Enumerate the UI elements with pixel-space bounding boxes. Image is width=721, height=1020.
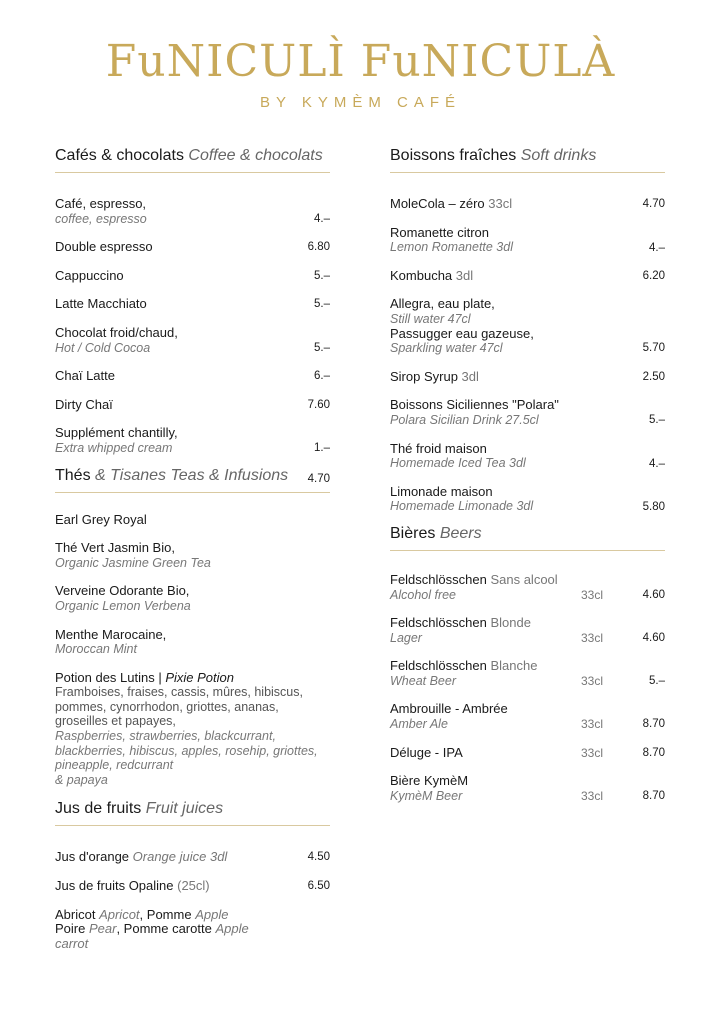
item-sub: Lager <box>390 630 422 645</box>
menu-item-potion <box>55 671 330 788</box>
item-sub: Polara Sicilian Drink 27.5cl <box>390 412 539 427</box>
item-sub: coffee, espresso <box>55 211 147 226</box>
item-price: 8.70 <box>642 718 665 731</box>
item-name-fr: Jus de fruits Opaline <box>55 878 178 894</box>
item-price: 5.– <box>649 414 665 427</box>
item-name <box>390 197 665 212</box>
item-price: 5.– <box>314 341 330 354</box>
item-price: 8.70 <box>642 790 665 803</box>
item-name: Passugger eau gazeuse, <box>390 325 534 341</box>
menu-item <box>55 628 330 657</box>
menu-item <box>55 240 330 255</box>
item-a: Abricot <box>55 906 100 922</box>
menu-item <box>390 297 665 355</box>
item-d-en: Apple <box>215 921 249 937</box>
item-price: 4.70 <box>642 198 665 210</box>
item-b-en: Apple <box>195 906 229 922</box>
menu-item <box>55 269 330 284</box>
item-volume: 3dl <box>461 368 479 384</box>
item-sub: Sparkling water 47cl <box>390 341 503 356</box>
menu-item <box>55 584 330 613</box>
item-sub: Organic Lemon Verbena <box>55 598 191 613</box>
menu-item <box>55 297 330 312</box>
heading-en: Beers <box>439 524 482 542</box>
item-sub: KymèM Beer <box>390 788 463 803</box>
menu-item <box>55 541 330 570</box>
item-name: Dirty Chaï <box>55 396 113 412</box>
item-volume: 3dl <box>455 267 474 283</box>
item-volume: 33cl <box>488 196 513 211</box>
item-name: Limonade maison <box>390 483 493 499</box>
item-price: 5.– <box>314 298 330 311</box>
section-heading-cafes <box>55 146 330 173</box>
item-c-en: Pear <box>88 921 117 937</box>
item-sub: Homemade Iced Tea 3dl <box>390 456 526 471</box>
sep: , <box>116 921 121 937</box>
potion-desc-fr: Framboises, fraises, cassis, mûres, hibiscus, <box>55 685 303 700</box>
menu-item <box>390 226 665 255</box>
item-price: 4.60 <box>642 588 665 601</box>
item-sub: Moroccan Mint <box>55 642 137 657</box>
item-price: 6.– <box>314 370 330 383</box>
menu-item <box>55 850 330 865</box>
potion-desc-fr: pommes, cynorrhodon, griottes, ananas, <box>55 699 279 714</box>
item-price: 4.60 <box>642 632 665 645</box>
item-price: 6.80 <box>307 241 330 254</box>
item-type: Blanche <box>490 658 538 674</box>
item-type: Sans alcool <box>490 571 558 587</box>
item-price: 5.– <box>314 269 330 282</box>
item-name-fr: Kombucha <box>390 267 456 283</box>
menu-item <box>55 426 330 455</box>
item-name <box>390 573 665 588</box>
menu-item <box>390 573 665 602</box>
potion-name-en: Pixie Potion <box>165 669 234 685</box>
item-price: 4.50 <box>307 851 330 864</box>
item-type: Blonde <box>490 615 531 631</box>
item-name-fr: MoleCola – zéro <box>390 196 489 211</box>
section-heading-thes <box>55 466 330 493</box>
item-price: 2.50 <box>642 370 665 383</box>
item-name-fr: Sirop Syrup <box>390 368 462 384</box>
item-b: Pomme <box>146 906 196 922</box>
menu-item <box>55 326 330 355</box>
heading-en: Fruit juices <box>145 800 224 818</box>
item-volume: 33cl <box>580 631 603 646</box>
menu-item <box>390 442 665 471</box>
item-sub: Organic Jasmine Green Tea <box>55 555 211 570</box>
heading-fr: Thés <box>55 466 91 484</box>
menu-item <box>55 398 330 413</box>
item-sub: Alcohol free <box>390 587 457 602</box>
item-price: 7.60 <box>307 398 330 411</box>
potion-name: Potion des Lutins | <box>55 669 166 685</box>
menu-item <box>390 616 665 645</box>
item-line-2 <box>55 922 330 937</box>
menu-item <box>390 746 665 761</box>
item-name-fr: Feldschlösschen <box>390 571 491 587</box>
menu-item <box>55 513 330 528</box>
item-name <box>390 659 665 674</box>
item-volume: (25cl) <box>177 878 210 894</box>
brand-logo-title: FuNICULÌ FuNICULÀ <box>105 36 616 87</box>
item-name: Café, espresso, <box>55 196 147 211</box>
right-column <box>390 146 665 803</box>
item-volume: 33cl <box>580 717 603 732</box>
item-price: 1.– <box>314 442 330 455</box>
item-name: Double espresso <box>55 239 153 255</box>
item-price: 5.70 <box>642 342 665 355</box>
menu-item <box>390 485 665 514</box>
item-price: 6.50 <box>307 880 330 893</box>
menu-item <box>55 879 330 894</box>
left-column <box>55 146 330 951</box>
item-d: Pomme carotte <box>120 921 216 937</box>
section-heading-jus <box>55 799 330 826</box>
item-d-en2: carrot <box>55 935 89 951</box>
item-sub: Amber Ale <box>390 717 448 732</box>
item-c: Poire <box>55 921 89 937</box>
item-price: 4.– <box>649 241 665 254</box>
item-name: Supplément chantilly, <box>55 425 178 441</box>
menu-item <box>390 197 665 212</box>
heading-fr: Bières <box>390 524 436 542</box>
item-volume: 33cl <box>580 745 603 760</box>
menu-item <box>390 370 665 385</box>
item-price: 5.80 <box>642 500 665 513</box>
potion-desc-en: & papaya <box>55 772 108 787</box>
item-name-fr: Jus d'orange <box>55 849 133 865</box>
item-sub: Wheat Beer <box>390 673 457 688</box>
item-name-fr: Feldschlösschen <box>390 658 491 674</box>
menu-item <box>390 702 665 731</box>
item-price: 6.20 <box>642 269 665 282</box>
item-name <box>55 879 330 894</box>
item-name <box>390 616 665 631</box>
section-price: 4.70 <box>307 472 330 485</box>
item-a-en: Apricot <box>99 906 140 922</box>
item-price: 4.– <box>649 457 665 470</box>
item-name: Chaï Latte <box>55 368 115 384</box>
item-name: Cappuccino <box>55 267 124 283</box>
menu-item <box>390 398 665 427</box>
item-name: Menthe Marocaine, <box>55 626 167 642</box>
item-volume: 33cl <box>580 674 603 689</box>
section-heading-bieres <box>390 524 665 551</box>
heading-en: Coffee & chocolats <box>188 147 323 164</box>
heading-en: Soft drinks <box>520 147 597 164</box>
item-name-en: Orange juice 3dl <box>132 849 228 865</box>
heading-en: & Tisanes Teas & Infusions <box>90 466 289 484</box>
item-name: Ambrouille - Ambrée <box>390 701 508 717</box>
menu-item <box>390 269 665 284</box>
menu-item <box>55 369 330 384</box>
item-name-fr: Feldschlösschen <box>390 615 491 631</box>
heading-fr: Boissons fraîches <box>390 147 517 164</box>
item-name: Latte Macchiato <box>55 296 147 312</box>
menu-item <box>55 908 330 952</box>
item-name: Thé Vert Jasmin Bio, <box>55 540 175 556</box>
item-price: 5.– <box>649 675 665 688</box>
potion-desc-en: pineapple, redcurrant <box>55 758 174 773</box>
potion-desc-en: blackberries, hibiscus, apples, rosehip, griottes, <box>55 743 318 758</box>
item-volume: 33cl <box>580 789 603 804</box>
potion-desc-en: Raspberries, strawberries, blackcurrant, <box>55 729 276 744</box>
item-name: Verveine Odorante Bio, <box>55 583 190 599</box>
item-price: 4.– <box>314 213 330 225</box>
item-sub: Homemade Limonade 3dl <box>390 499 534 514</box>
item-name: Thé froid maison <box>390 440 487 456</box>
heading-fr: Cafés & chocolats <box>55 147 184 164</box>
item-sub: Lemon Romanette 3dl <box>390 240 513 255</box>
item-sub: Extra whipped cream <box>55 440 173 455</box>
item-name <box>390 269 665 284</box>
brand-subtitle: BY KYMÈM CAFÉ <box>259 94 462 111</box>
item-name <box>55 671 330 686</box>
item-price: 8.70 <box>642 746 665 759</box>
item-sub: Still water 47cl <box>390 311 471 326</box>
heading-fr: Jus de fruits <box>55 800 142 818</box>
item-name <box>390 370 665 385</box>
item-name <box>55 850 330 865</box>
item-volume: 33cl <box>580 587 603 602</box>
item-sub: Hot / Cold Cocoa <box>55 340 151 355</box>
item-name: Boissons Siciliennes "Polara" <box>390 397 559 413</box>
potion-desc-fr: groseilles et papayes, <box>55 714 176 729</box>
menu-item <box>55 197 330 226</box>
menu-item <box>390 659 665 688</box>
item-name: Earl Grey Royal <box>55 511 147 527</box>
item-name: Déluge - IPA <box>390 744 463 760</box>
item-name: Chocolat froid/chaud, <box>55 324 178 340</box>
item-line-1 <box>55 908 330 923</box>
item-name: Romanette citron <box>390 224 489 240</box>
item-name: Bière KymèM <box>390 773 469 789</box>
item-name: Allegra, eau plate, <box>390 296 495 312</box>
menu-item <box>390 774 665 803</box>
sep: , <box>139 906 147 922</box>
section-heading-boissons <box>390 146 665 173</box>
